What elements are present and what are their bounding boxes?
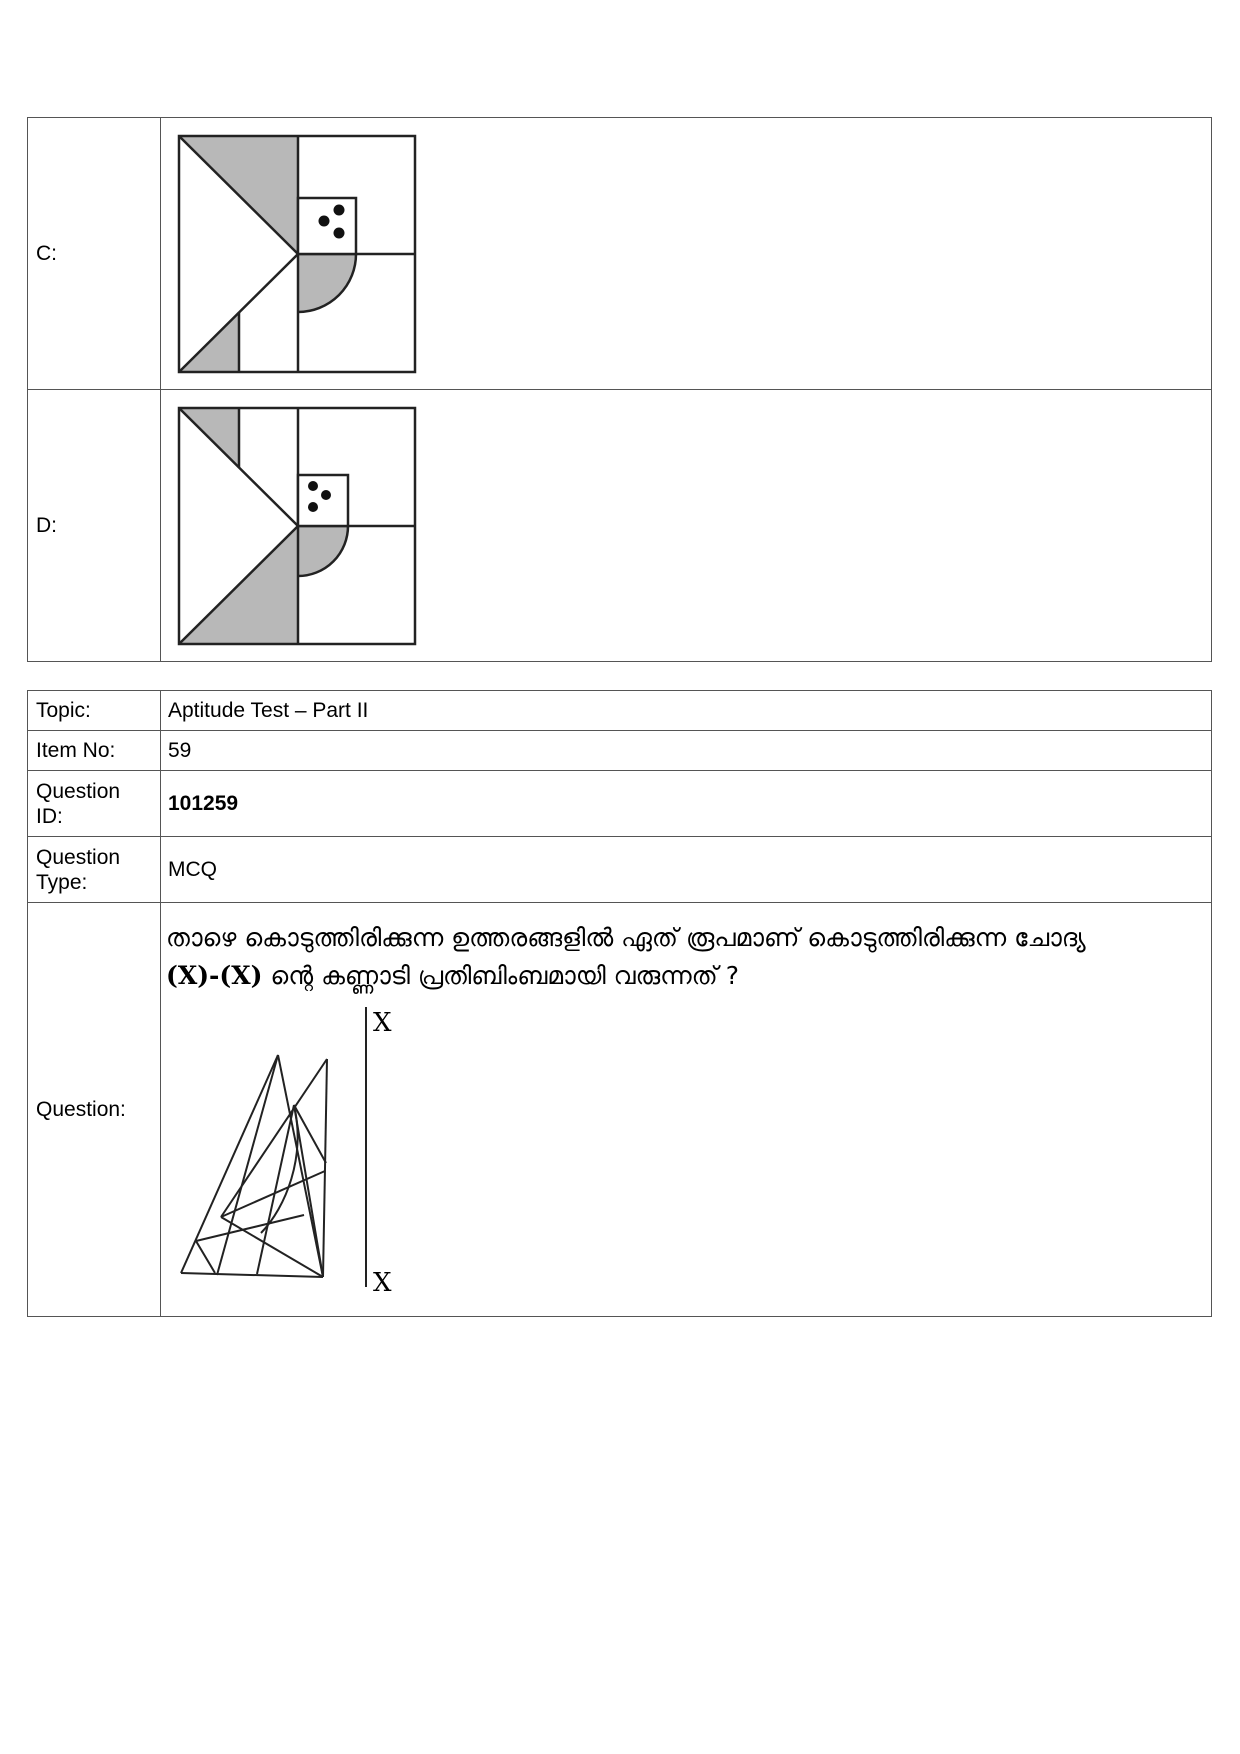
question-id-value: 101259 (161, 771, 1212, 837)
question-id-label (28, 771, 161, 837)
option-figure-cell (161, 390, 1212, 662)
question-line-2 (166, 957, 1203, 995)
question-label: Question: (28, 903, 161, 1317)
question-type-label (28, 837, 161, 903)
question-cell (161, 903, 1212, 1317)
item-no-row (28, 731, 1212, 771)
question-type-label-line: Question (36, 845, 121, 869)
question-row (28, 903, 1212, 1317)
question-line-2-rest: ന്റെ കണ്ണാടി പ്രതിബിംബമായി വരുന്നത് ? (262, 961, 739, 990)
question-type-label-line: Type: (36, 870, 88, 894)
question-text (161, 903, 1211, 995)
topic-label: Topic: (28, 691, 161, 731)
item-no-label: Item No: (28, 731, 161, 771)
question-id-label-line: Question (36, 779, 121, 803)
options-table (27, 117, 1212, 662)
option-row-c (28, 118, 1212, 390)
question-id-label-line: ID: (36, 804, 63, 828)
option-c-figure (161, 118, 421, 389)
question-type-row (28, 837, 1212, 903)
item-no-value: 59 (161, 731, 1212, 771)
question-type-value: MCQ (161, 837, 1212, 903)
mirror-label-bottom: X (373, 1268, 392, 1297)
topic-value: Aptitude Test – Part II (161, 691, 1212, 731)
option-d-figure (161, 390, 421, 661)
question-mirror-ref: (X)-(X) (166, 961, 263, 990)
option-label: D: (28, 390, 161, 662)
question-meta-table (27, 690, 1212, 1317)
mirror-label-top: X (373, 1008, 392, 1038)
question-figure (161, 997, 461, 1297)
option-figure-cell (161, 118, 1212, 390)
topic-row (28, 691, 1212, 731)
question-line-1: താഴെ കൊടുത്തിരിക്കുന്ന ഉത്തരങ്ങളിൽ ഏത് രൂപമാണ് കൊടുത്തിരിക്കുന്ന ചോദ്യ (166, 923, 1086, 952)
option-row-d (28, 390, 1212, 662)
question-id-row (28, 771, 1212, 837)
option-label: C: (28, 118, 161, 390)
